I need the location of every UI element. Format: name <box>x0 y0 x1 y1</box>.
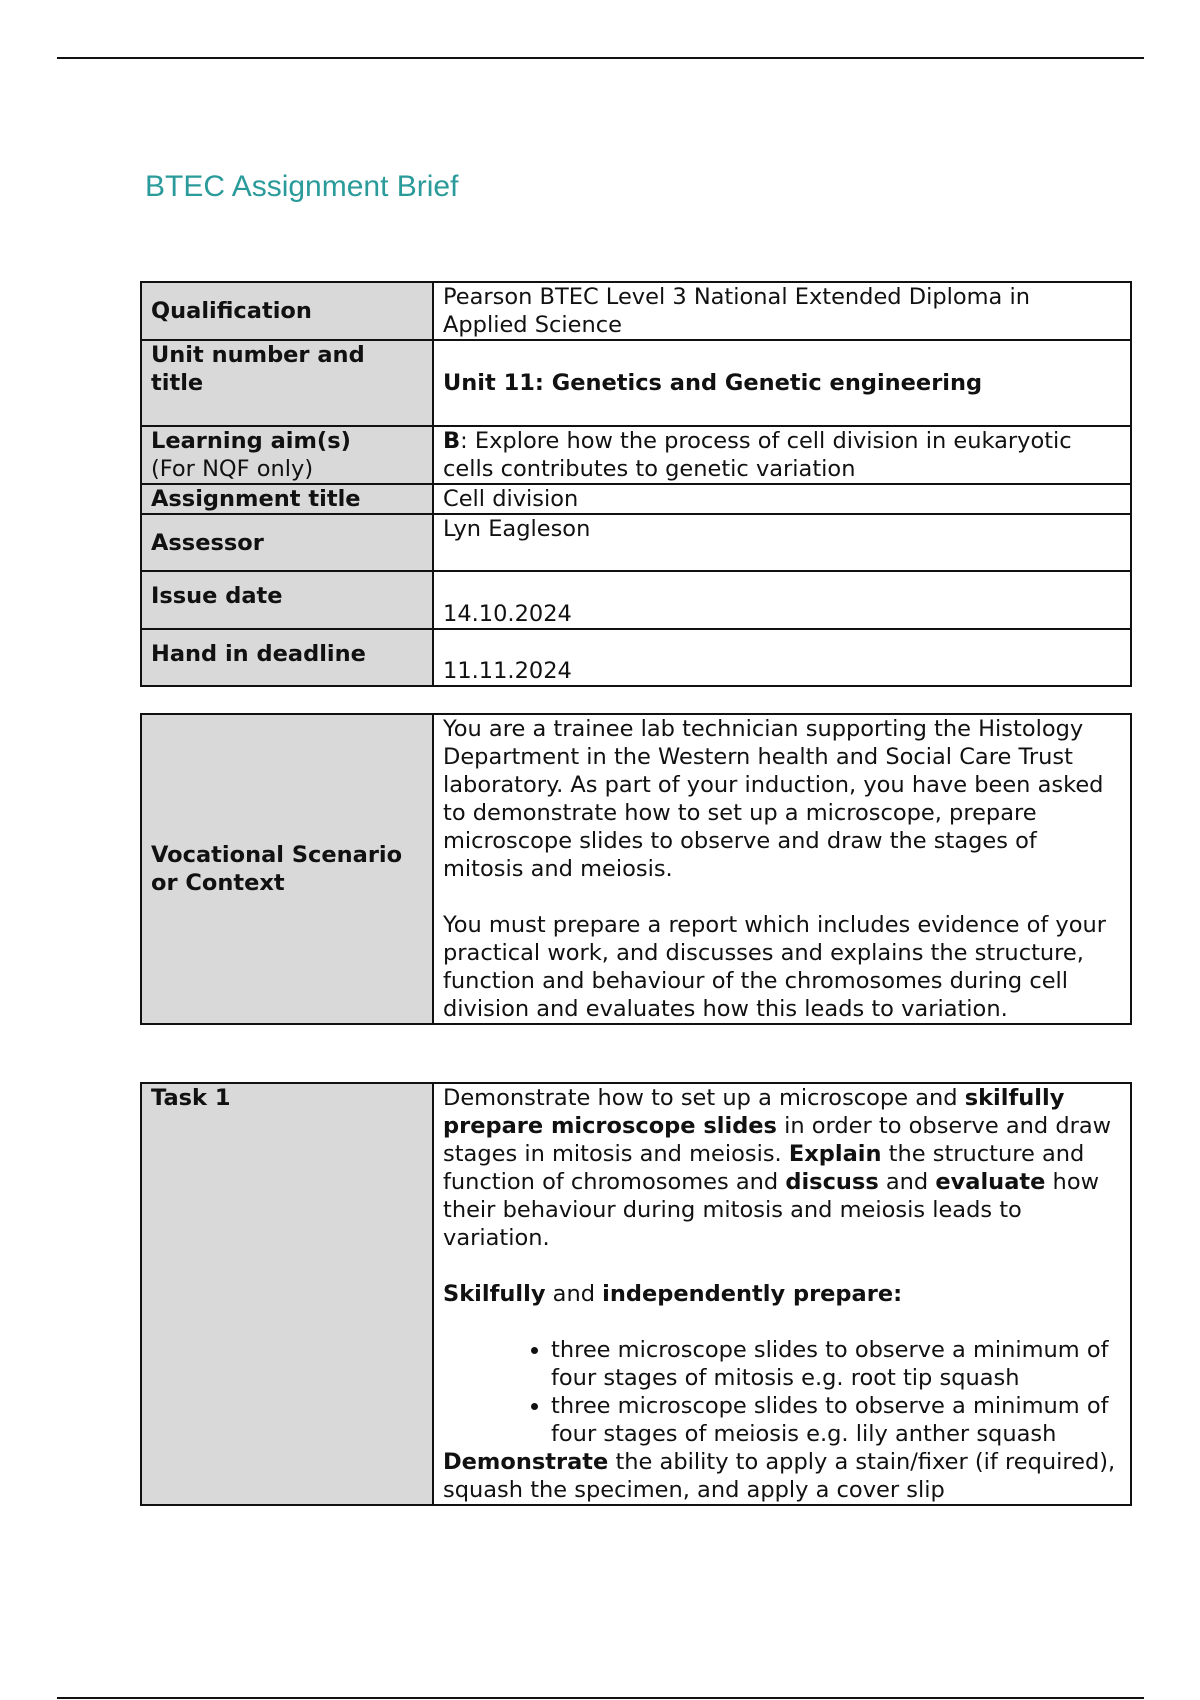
task-instruction: Skilfully and independently prepare: <box>443 1281 903 1307</box>
table-row <box>141 426 1131 484</box>
learning-aim-letter: B <box>443 428 461 454</box>
list-item: • three microscope slides to observe a minimum of four stages of mitosis e.g. root tip squash <box>551 1336 1121 1392</box>
task-table <box>140 1082 1132 1506</box>
learning-aim-label-cell <box>141 426 433 484</box>
deadline-value: 11.11.2024 <box>433 629 1131 686</box>
header-rule <box>57 57 1144 59</box>
list-item: • three microscope slides to observe a minimum of four stages of meiosis e.g. lily anther squash <box>551 1392 1121 1448</box>
scenario-label: Vocational Scenario or Context <box>141 714 433 1024</box>
issue-date-value: 14.10.2024 <box>433 571 1131 629</box>
footer-rule <box>57 1697 1144 1699</box>
table-row <box>141 484 1131 514</box>
table-row <box>141 629 1131 686</box>
learning-aim-text: : Explore how the process of cell division in eukaryotic cells contributes to genetic variation <box>443 428 1072 482</box>
scenario-table <box>140 713 1132 1025</box>
learning-aim-value <box>433 426 1131 484</box>
scenario-paragraph: You are a trainee lab technician supporting the Histology Department in the Western health and Social Care Trust laboratory. As part of your induction, you have been asked to demonstrate how to set up a microscope, prepare microscope slides to observe and draw the stages of mitosis and meiosis. <box>443 716 1104 882</box>
table-row <box>141 282 1131 340</box>
qualification-value: Pearson BTEC Level 3 National Extended Diploma in Applied Science <box>433 282 1131 340</box>
task-bullet-list <box>443 1336 1121 1448</box>
task-demonstrate-paragraph: Demonstrate the ability to apply a stain/fixer (if required), squash the specimen, and apply a cover slip <box>443 1449 1116 1503</box>
assignment-info-table <box>140 281 1132 687</box>
learning-aim-label: Learning aim(s) <box>151 428 351 454</box>
unit-value: Unit 11: Genetics and Genetic engineering <box>433 340 1131 426</box>
page-title: BTEC Assignment Brief <box>145 170 459 203</box>
issue-date-label: Issue date <box>141 571 433 629</box>
table-row <box>141 340 1131 426</box>
scenario-text <box>433 714 1131 1024</box>
table-row <box>141 1083 1131 1505</box>
scenario-paragraph: You must prepare a report which includes evidence of your practical work, and discusses and explains the structure, function and behaviour of the chromosomes during cell division and evaluates how this leads to variation. <box>443 912 1107 1022</box>
table-row <box>141 571 1131 629</box>
table-row <box>141 514 1131 571</box>
task-description <box>433 1083 1131 1505</box>
qualification-label: Qualification <box>141 282 433 340</box>
learning-aim-sublabel: (For NQF only) <box>151 456 314 482</box>
task-intro-paragraph: Demonstrate how to set up a microscope and skilfully prepare microscope slides in order to observe and draw stages in mitosis and meiosis. Explain the structure and function of chromosomes and discuss and evaluate how their behaviour during mitosis and meiosis leads to variation. <box>443 1085 1112 1251</box>
assessor-value: Lyn Eagleson <box>433 514 1131 571</box>
unit-label: Unit number and title <box>141 340 433 426</box>
assignment-title-value: Cell division <box>433 484 1131 514</box>
task-label: Task 1 <box>141 1083 433 1505</box>
deadline-label: Hand in deadline <box>141 629 433 686</box>
assessor-label: Assessor <box>141 514 433 571</box>
assignment-title-label: Assignment title <box>141 484 433 514</box>
table-row <box>141 714 1131 1024</box>
